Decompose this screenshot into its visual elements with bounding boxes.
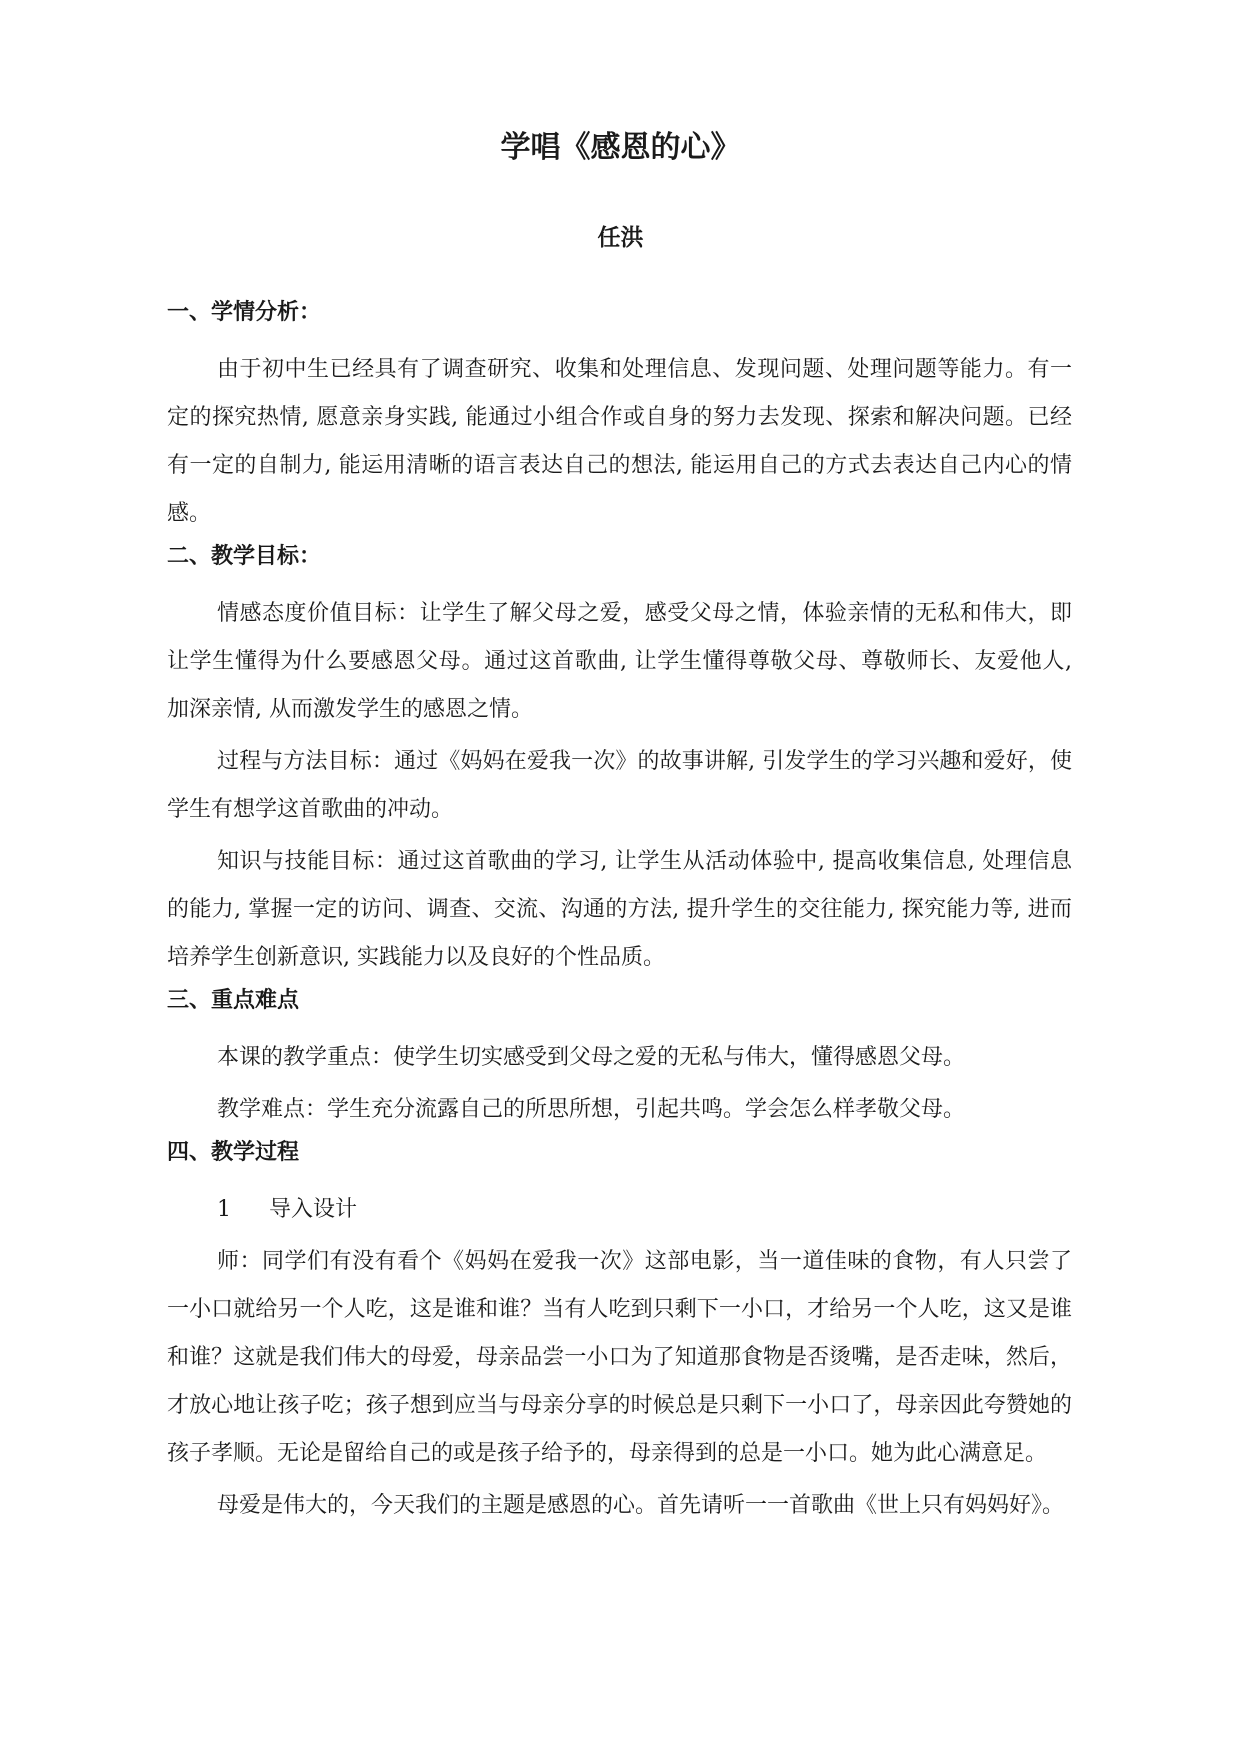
step-number: 1	[217, 1197, 231, 1222]
section-teaching-goals	[167, 542, 1072, 982]
section-key-points	[167, 986, 1072, 1134]
paragraph: 由于初中生已经具有了调查研究、收集和处理信息、发现问题、处理问题等能力。有一定的探究热情, 愿意亲身实践, 能通过小组合作或自身的努力去发现、探索和解决问题。已经有一定的自制力, 能运用清晰的语言表达自己的想法, 能运用自己的方式去表达自己内心的情感。	[167, 357, 1072, 526]
paragraph: 母爱是伟大的，今天我们的主题是感恩的心。首先请听一一首歌曲《世上只有妈妈好》。	[217, 1493, 1065, 1518]
section-heading: 一、学情分析：	[167, 300, 322, 325]
step-label: 导入设计	[269, 1197, 358, 1222]
paragraph: 情感态度价值目标：让学生了解父母之爱，感受父母之情，体验亲情的无私和伟大，即让学生懂得为什么要感恩父母。通过这首歌曲, 让学生懂得尊敬父母、尊敬师长、友爱他人, 加深亲情, 从而激发学生的感恩之情。	[167, 601, 1072, 722]
section-heading: 四、教学过程	[167, 1140, 300, 1165]
document-body	[167, 298, 1072, 1534]
section-heading: 三、重点难点	[167, 988, 300, 1013]
section-teaching-process	[167, 1138, 1072, 1530]
document-title: 学唱《感恩的心》	[500, 130, 741, 165]
section-student-analysis	[167, 298, 1072, 538]
paragraph: 教学难点：学生充分流露自己的所思所想，引起共鸣。学会怎么样孝敬父母。	[217, 1097, 966, 1122]
paragraph: 知识与技能目标：通过这首歌曲的学习, 让学生从活动体验中, 提高收集信息, 处理信息的能力, 掌握一定的访问、调查、交流、沟通的方法, 提升学生的交往能力, 探究能力等, 进而培养学生创新意识, 实践能力以及良好的个性品质。	[167, 849, 1072, 970]
paragraph: 过程与方法目标：通过《妈妈在爱我一次》的故事讲解, 引发学生的学习兴趣和爱好，使学生有想学这首歌曲的冲动。	[167, 749, 1072, 822]
step-line	[167, 1186, 1072, 1234]
section-heading: 二、教学目标：	[167, 544, 322, 569]
document-author: 任洪	[597, 225, 644, 251]
paragraph: 本课的教学重点：使学生切实感受到父母之爱的无私与伟大，懂得感恩父母。	[217, 1045, 966, 1070]
paragraph: 师：同学们有没有看个《妈妈在爱我一次》这部电影，当一道佳味的食物，有人只尝了一小口就给另一个人吃，这是谁和谁？当有人吃到只剩下一小口，才给另一个人吃，这又是谁和谁？这就是我们伟大的母爱，母亲品尝一小口为了知道那食物是否烫嘴，是否走味，然后，才放心地让孩子吃；孩子想到应当与母亲分享的时候总是只剩下一小口了，母亲因此夸赞她的孩子孝顺。无论是留给自己的或是孩子给予的，母亲得到的总是一小口。她为此心满意足。	[167, 1249, 1072, 1466]
